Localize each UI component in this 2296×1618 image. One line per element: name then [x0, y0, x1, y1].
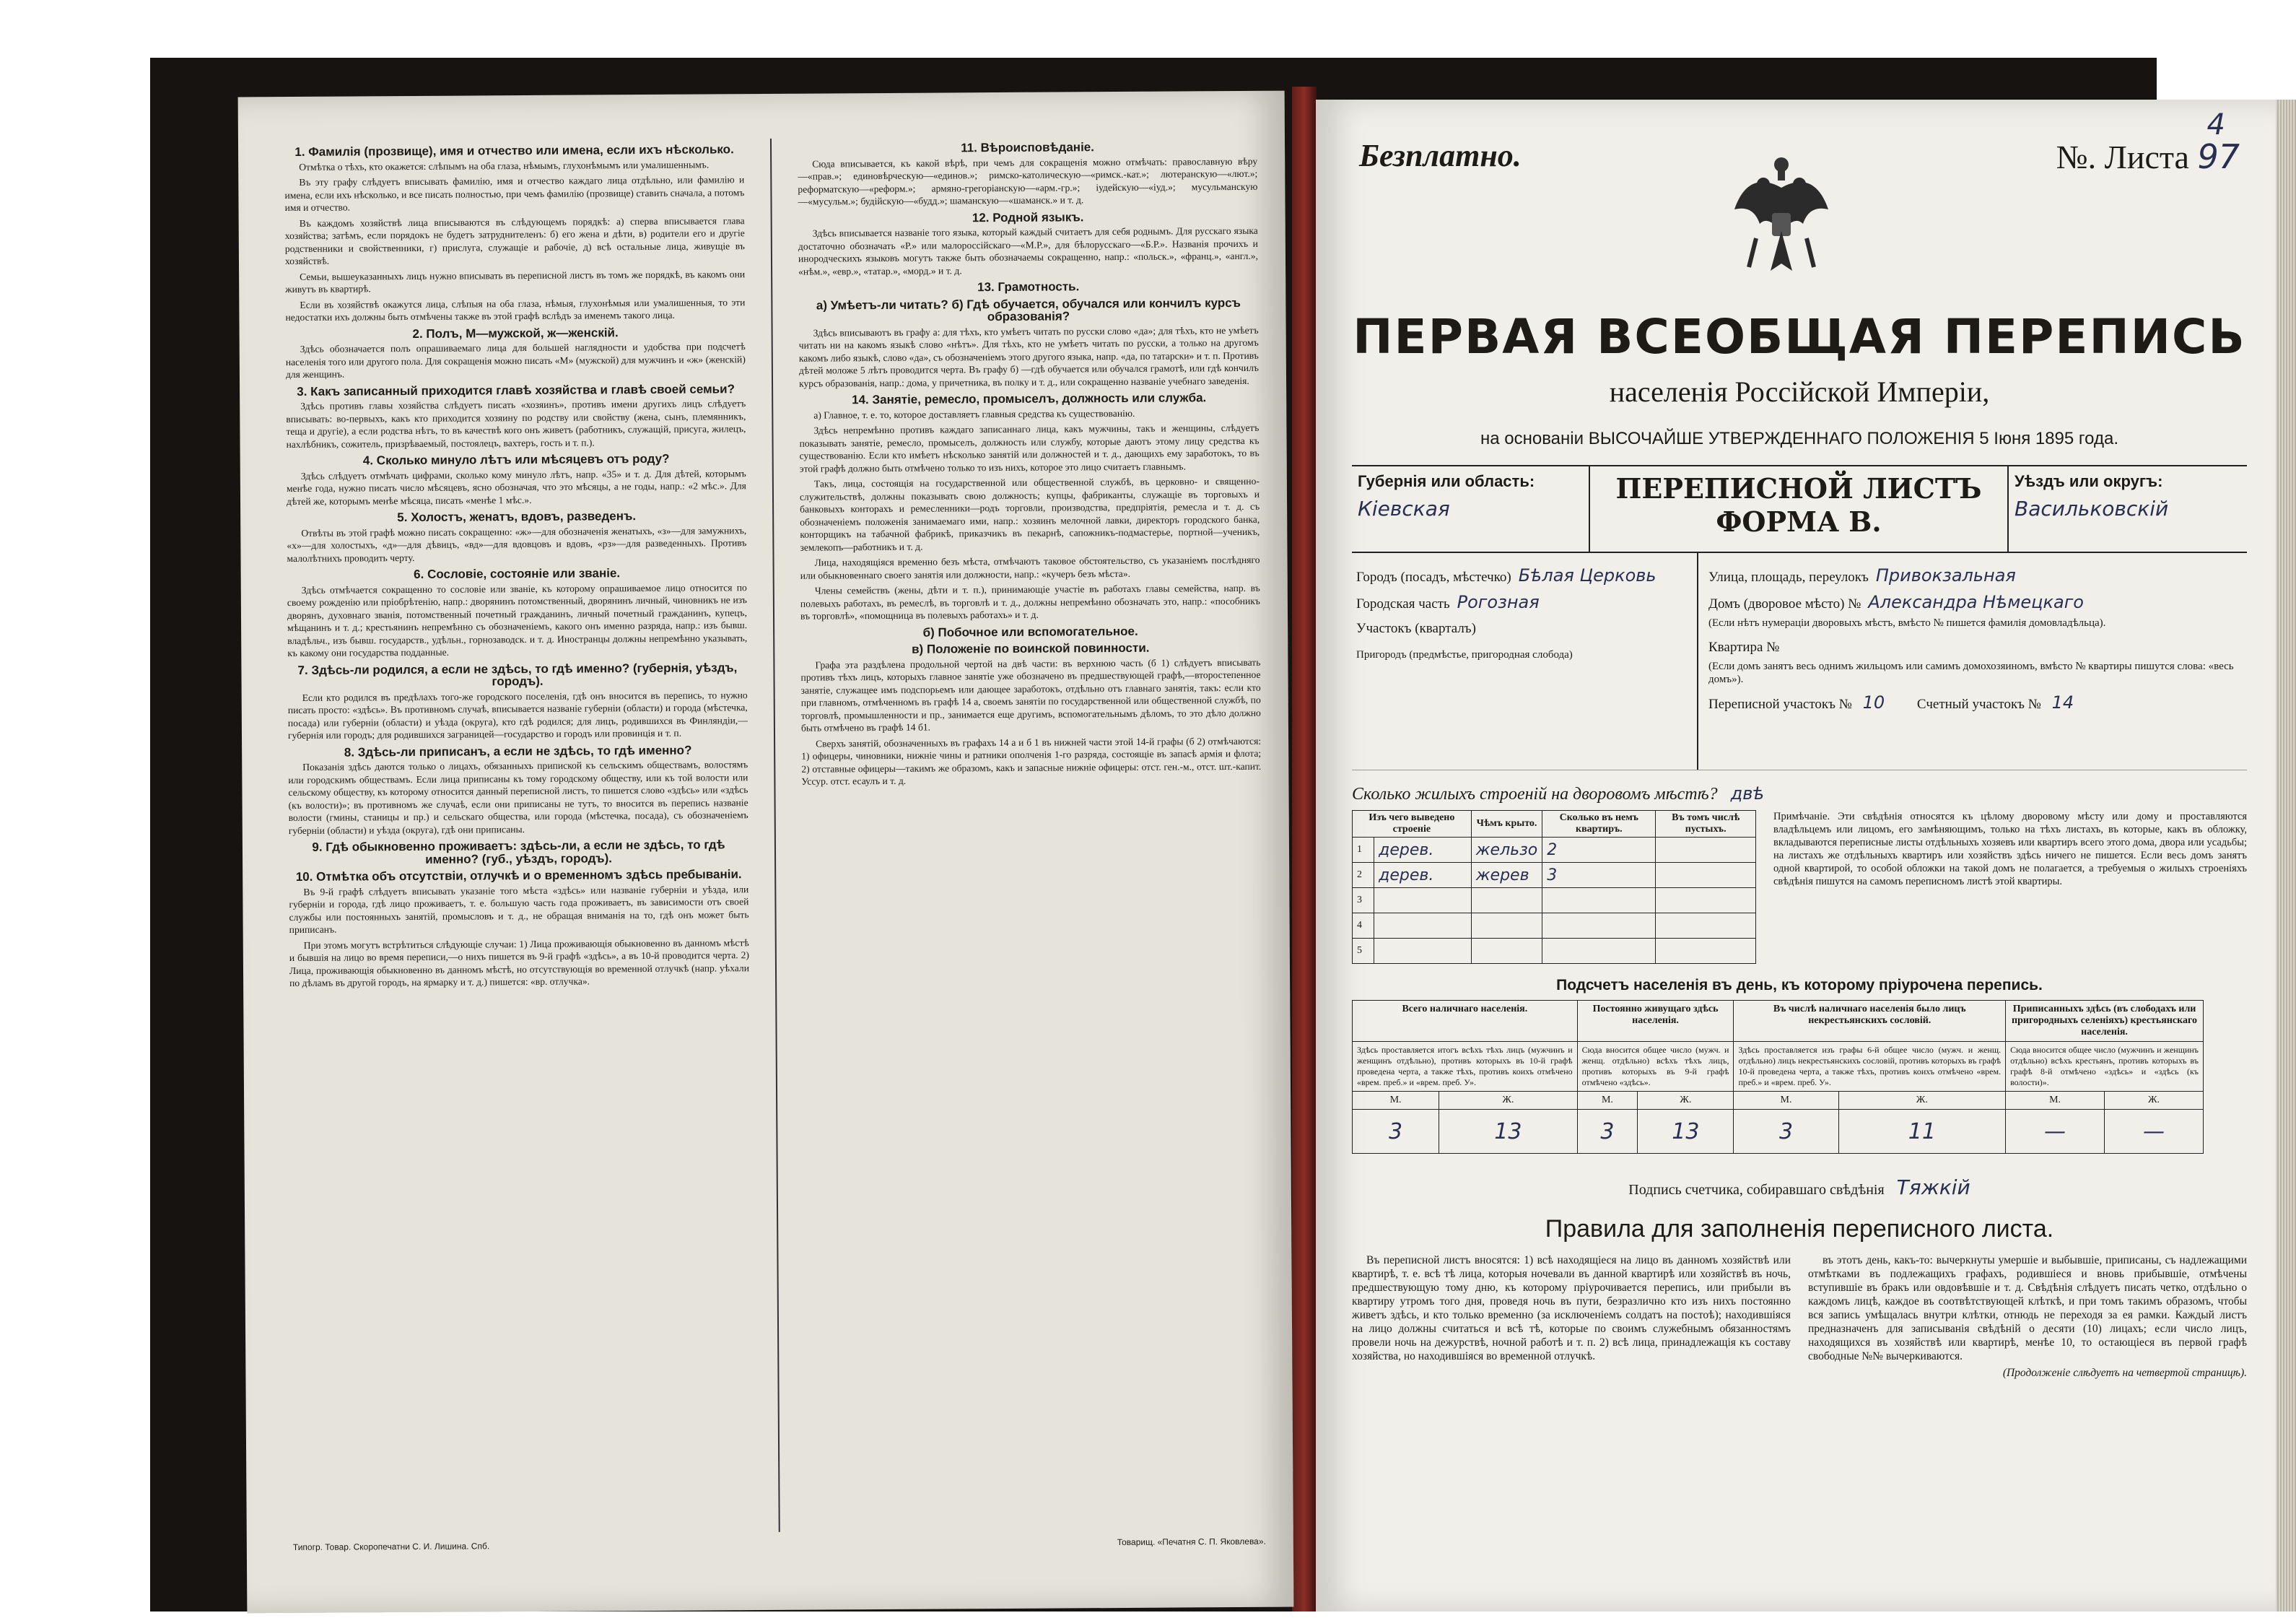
part-row	[1356, 590, 1693, 617]
section-heading: 9. Гдѣ обыкновенно проживаетъ: здѣсь-ли, а если не здѣсь, то гдѣ именно? (губ., уѣздъ, городъ).	[312, 838, 725, 866]
count-value: 11	[1838, 1110, 2006, 1154]
street-value: Привокзальная	[1875, 565, 2016, 586]
section-heading: 13. Грамотность.	[977, 279, 1080, 295]
section-paragraph: Сюда вписывается, къ какой вѣрѣ, при чемъ для сокращенія можно отмѣчать: православную вѣру—«прав.»; единовѣрческую—«единов.»; римско-католическую—«римск.-кат.»; лютеранскую—«лют.»; реформатскую—«реформ.»; армяно-грегоріанскую—«арм.-гр.»; іудейскую—«іуд.»; мусульманскую—«мусульм.»; будійскую—«будд.»; шаманскую—«шаманск.» и т. д.	[798, 155, 1258, 207]
buildings-cell-n: 2	[1353, 863, 1374, 888]
section-heading: 5. Холостъ, женатъ, вдовъ, разведенъ.	[397, 509, 637, 525]
house-value: Александра Нѣмецкаго	[1868, 592, 2084, 612]
rules-paragraph: Въ переписной листъ вносятся: 1) всѣ находящіеся на лицо въ данномъ хозяйствѣ или квартирѣ, т. е. всѣ тѣ лица, которыя ночевали въ данной квартирѣ или хозяйствѣ въ ночь, предшествующую тому дню, къ которому пріурочивается перепись, или прибыли въ квартиру утромъ того дня, проведя ночь въ пути, безразлично кто изъ нихъ постоянно живетъ здѣсь, и кто только временно (за исключеніемъ солдатъ на постоѣ); находившіяся на лицо должны считаться и всѣ тѣ, которые по своимъ служебнымъ обязанностямъ провели ночь на дежурствѣ, ночной работѣ и т. п. 2) всѣ лица, принадлежащія къ составу хозяйства, но находившіяся во временной отлучкѣ.	[1352, 1254, 1791, 1362]
address-block	[1352, 553, 2247, 770]
buildings-table	[1352, 810, 1756, 964]
count-header-non-peasant: Въ числѣ наличнаго населенія было лицъ некрестьянскихъ сословій.	[1734, 1001, 2006, 1042]
male-label: М.	[1734, 1092, 1838, 1110]
count-header-total: Всего наличнаго населенія.	[1353, 1001, 1578, 1042]
sheet-number-handwritten: 97	[2197, 137, 2240, 176]
population-count-title: Подсчетъ населенія въ день, къ которому пріурочена перепись.	[1556, 977, 2043, 993]
instructions-column-2	[798, 136, 1266, 1532]
count-header-permanent: Постоянно живущаго здѣсь населенія.	[1577, 1001, 1734, 1042]
section-paragraph: Въ каждомъ хозяйствѣ лица вписываются въ слѣдующемъ порядкѣ: а) сперва вписывается глава хозяйства; затѣмъ, если порядокъ не будетъ затруднителенъ: б) его жена и дѣти, в) родители его и другіе родственники и свойственники, г) прислуга, служащіе и рабочіе, д) всѣ остальные лица, живущіе въ хозяйствѣ.	[284, 214, 745, 267]
section-heading: б) Побочное или вспомогательное.	[922, 624, 1138, 640]
count-header-row	[1353, 1001, 2204, 1042]
section-paragraph: Отвѣты въ этой графѣ можно писать сокращенно: «ж»—для обозначенія женатыхъ, «з»—для замужнихъ, «х»—для холостыхъ, «д»—для дѣвицъ, «вд»—для вдовцовъ и вдовъ, «рз»—для разведенныхъ. Противъ малолѣтнихъ проводить черту.	[287, 524, 747, 564]
section-heading: а) Умѣетъ-ли читать? б) Гдѣ обучается, обучался или кончилъ курсъ образованія?	[816, 295, 1241, 324]
form-header	[1352, 108, 2247, 224]
buildings-cell-empty	[1656, 838, 1756, 863]
signature-label: Подпись счетчика, собиравшаго свѣдѣнія	[1628, 1182, 1885, 1198]
buildings-cell-n: 4	[1353, 913, 1374, 939]
section-paragraph: Въ эту графу слѣдуетъ вписывать фамилію, имя и отчество каждаго лица отдѣльно, или фамилію и имена, если ихъ нѣсколько, и все писать полностью, при чемъ фамилію (прозвище) ставить сначала, а потомъ имя и отчество.	[284, 174, 745, 214]
buildings-row	[1353, 888, 1756, 913]
buildings-row	[1353, 863, 1756, 888]
buildings-cell-mat	[1374, 939, 1472, 964]
uezd-field	[2009, 466, 2247, 552]
count-value: 13	[1638, 1110, 1734, 1154]
buildings-question-label: Сколько жилыхъ строеній на дворовомъ мѣстѣ?	[1352, 785, 1718, 804]
section-heading: 1. Фамилія (прозвище), имя и отчество или имена, если ихъ нѣсколько.	[294, 142, 734, 159]
buildings-cell-empty	[1656, 913, 1756, 939]
section-paragraph: Здѣсь обозначается полъ опрашиваемаго лица для большей наглядности и удобства при подсчетѣ населенія того или другого пола. Для сокращенія можно писать «М» (мужской) для мужчинъ и «ж» (женскій) для женщинъ.	[285, 341, 746, 380]
uezd-label: Уѣздъ или округъ:	[2015, 472, 2163, 490]
street-row	[1708, 563, 2237, 590]
section-heading: 6. Сословіе, состояніе или званіе.	[414, 566, 621, 581]
street-label: Улица, площадь, переулокъ	[1708, 570, 1869, 585]
section-paragraph: Члены семействъ (жены, дѣти и т. п.), принимающіе участіе въ работахъ главы семейства, напр. въ полевыхъ работахъ, въ ремеслѣ, въ торговлѣ и т. д., должны непремѣнно обозначать это, напр.: «пособникъ въ торговлѣ», «помощница въ полевыхъ работахъ» и т. д.	[800, 582, 1260, 622]
buildings-row	[1353, 939, 1756, 964]
count-note-total: Здѣсь проставляется итогъ всѣхъ тѣхъ лицъ (мужчинъ и женщинъ отдѣльно), противъ которыхъ въ 10-й графѣ проведена черта, а также тѣхъ, противъ коихъ отмѣчено «врем. преб.» и «врем. преб. У».	[1353, 1042, 1578, 1092]
section-paragraph: Здѣсь вписывается названіе того языка, который каждый считаетъ для себя роднымъ. Для русскаго языка достаточно обозначать «Р.» или малороссійскаго—«М.Р.», для бѣлорусскаго—«Б.Р.». Названія прочихъ и инородческихъ языковъ могутъ также быть обозначаемы сокращенно, напр.: «польск.», «франц.», «англ.», «нѣм.», «евр.», «татар.», «морд.» и т. д.	[798, 225, 1259, 277]
rules-continued-note: (Продолженіе слѣдуетъ на четвертой страницѣ).	[2002, 1367, 2247, 1379]
buildings-cell-roof	[1471, 939, 1542, 964]
section-paragraph: а) Главное, т. е. то, которое доставляетъ главныя средства къ существованію.	[813, 407, 1135, 421]
part-label: Городская часть	[1356, 596, 1450, 612]
apartment-note: (Если домъ занятъ весь однимъ жильцомъ или самимъ домохозяиномъ, вмѣсто № квартиры пишутся слова: «весь домъ»).	[1708, 661, 2234, 685]
section-heading: в) Положеніе по воинской повинности.	[912, 640, 1150, 656]
count-value: 3	[1353, 1110, 1439, 1154]
apartment-label: Квартира №	[1708, 640, 1780, 655]
section-paragraph: Здѣсь противъ главы хозяйства слѣдуетъ писать «хозяинъ», противъ имени другихъ лицъ слѣдуетъ вписывать: во-первыхъ, какъ кто приходится хозяину по родству или свойству (жена, сынъ, племянникъ, теща и другіе), а если родства нѣтъ, то въ качествѣ кого онъ живетъ (работникъ, служащій, присуга, жилецъ, нахлѣбникъ, сожитель, призрѣваемый, постоялецъ, вахтеръ, гость и т. п.).	[286, 398, 746, 450]
section-paragraph: Показанія здѣсь даются только о лицахъ, обязанныхъ припиской къ сельскимъ обществамъ, волостямъ или городскимъ обществамъ. Если лица приписаны къ тому городскому обществу, или къ той волости или сельскому обществу, къ которому относится данный переписной листъ, то пишется слово «здѣсь» или «здѣсь (къ волости)»; въ противномъ же случаѣ, если они приписаны не тутъ, то вносится въ перепись названіе волости (гмины, станицы и пр.) и сельскаго общества, или города (мѣстечка, посада), съ обозначеніемъ губерніи (области) и уѣзда (округа), гдѣ они приписаны.	[288, 759, 748, 836]
house-label: Домъ (дворовое мѣсто) №	[1708, 596, 1861, 612]
corner-handwritten-number: 4	[2206, 108, 2225, 142]
city-value: Бѣлая Церковь	[1518, 565, 1656, 586]
buildings-header-apartments: Сколько въ немъ квартиръ.	[1542, 811, 1656, 838]
section-paragraph: Сверхъ занятій, обозначенныхъ въ графахъ 14 а и б 1 въ нижней части этой 14-й графы (б 2) отмѣчаются: 1) офицеры, чиновники, нижніе чины и ратники ополченія 1-го разряда, состоящіе въ запасѣ армія и флота; 2) отставные офицеры—такимъ же образомъ, какъ и запасные нижніе офицеры: отст. ген.-м., отст. шт.-капит. Уссур. отст. есаулъ и т. д.	[801, 735, 1262, 787]
section-paragraph: Въ 9-й графѣ слѣдуетъ вписывать указаніе того мѣста «здѣсь» или названіе губерніи и уѣзда, или губерніи и города, гдѣ лицо проживаетъ, т. е. большую часть года проживаетъ, въ зависимости отъ своей службы или постоянныхъ занятій, промысловъ и т. д., не обращая вниманія на то, гдѣ онъ может быть приписанъ.	[289, 883, 749, 936]
section-heading: 8. Здѣсь-ли приписанъ, а если не здѣсь, то гдѣ именно?	[344, 743, 692, 760]
count-note-permanent: Сюда вносится общее число (мужч. и женщ. отдѣльно) всѣхъ тѣхъ лицъ, противъ которыхъ въ 9-й графѣ отмѣчено «здѣсь».	[1577, 1042, 1734, 1092]
female-label: Ж.	[2105, 1092, 2204, 1110]
buildings-row	[1353, 913, 1756, 939]
buildings-header-roof: Чѣмъ крыто.	[1471, 811, 1542, 838]
buildings-cell-roof: жерев	[1471, 863, 1542, 888]
rules-column-2	[1808, 1253, 2247, 1383]
buildings-cell-roof	[1471, 913, 1542, 939]
male-label: М.	[1577, 1092, 1638, 1110]
census-subtitle: населенія Россійской Имперіи,	[1609, 375, 1990, 408]
form-title-line-2: ФОРМА В.	[1716, 505, 1882, 538]
house-note: (Если нѣтъ нумераціи дворовыхъ мѣстъ, вмѣсто № пишется фамилія домовладѣльца).	[1708, 617, 2106, 629]
uezd-value: Васильковскій	[2015, 497, 2169, 521]
double-headed-eagle-icon	[1727, 144, 1836, 289]
buildings-cell-apts	[1542, 913, 1656, 939]
section-paragraph: Отмѣтка о тѣхъ, кто окажется: слѣпымъ на оба глаза, нѣмымъ, глухонѣмымъ или умалишеннымъ.	[299, 158, 710, 173]
section-paragraph: Лица, находящіяся временно безъ мѣста, отмѣчаютъ таковое обстоятельство, съ указаніемъ послѣдняго или обыкновеннаго своего занятія или должности, напр.: «кучеръ безъ мѣста».	[800, 554, 1260, 581]
buildings-question	[1352, 783, 2247, 804]
gubernia-label: Губернія или область:	[1358, 472, 1535, 490]
section-heading: 4. Сколько минуло лѣтъ или мѣсяцевъ отъ роду?	[362, 451, 670, 468]
uchastok-label: Участокъ (кварталъ)	[1356, 621, 1476, 636]
section-paragraph: Здѣсь вписываютъ въ графу а: для тѣхъ, кто умѣетъ читать по русски слово «да»; для тѣхъ, кто не умѣетъ читать ни на какомъ языкѣ слово «нѣтъ». Для тѣхъ, кто не умѣетъ читать по русски, а только на другомъ какомъ либо языкѣ, слово «да», съ обозначеніемъ этого другого языка, напр. «да, по татарски» и т. п. Противъ дѣтей моложе 5 лѣтъ проводится черта. Въ графу б) —гдѣ обучается или обучался грамотѣ, или гдѣ кончилъ курсъ образованія, напр.: дома, у причетника, въ полку и т. д., или сокращенно названіе учебнаго заведенія.	[798, 324, 1259, 389]
count-value: 3	[1734, 1110, 1838, 1154]
book-spine	[1292, 87, 1317, 1612]
sheet-number-label: №. Листа	[2056, 139, 2189, 175]
buildings-cell-apts	[1542, 888, 1656, 913]
female-label: Ж.	[1439, 1092, 1578, 1110]
female-label: Ж.	[1838, 1092, 2006, 1110]
buildings-cell-mat: дерев.	[1374, 863, 1472, 888]
buildings-cell-mat	[1374, 888, 1472, 913]
buildings-header-empty: Въ томъ числѣ пустыхъ.	[1656, 811, 1756, 838]
rules-text	[1352, 1253, 2247, 1383]
section-heading: 14. Занятіе, ремесло, промыселъ, должность или служба.	[852, 391, 1207, 407]
section-heading: 10. Отмѣтка объ отсутствіи, отлучкѣ и о временномъ здѣсь пребываніи.	[295, 867, 742, 884]
book-spread	[150, 58, 2247, 1612]
page-edges	[2276, 100, 2296, 1612]
printer-imprint-right: Товарищ. «Печатня С. П. Яковлева».	[1117, 1536, 1266, 1548]
section-paragraph: Здѣсь непремѣнно противъ каждаго записаннаго лица, какъ мужчины, такъ и женщины, слѣдуетъ показывать занятіе, ремесло, промыселъ, должность или службу, которые даютъ этому лицу средства къ существованію. Если кто имѣетъ нѣсколько занятій или должностей и т. д., дающихъ ему заработокъ, то въ этой графѣ должно быть отмѣчено только то изъ нихъ, которое это лицо считаетъ главнымъ.	[799, 422, 1260, 474]
house-row	[1708, 590, 2237, 617]
left-page	[238, 91, 1294, 1614]
census-title: ПЕРВАЯ ВСЕОБЩАЯ ПЕРЕПИСЬ	[1353, 309, 2246, 365]
buildings-cell-apts	[1542, 939, 1656, 964]
buildings-header-row	[1353, 811, 1756, 838]
address-right	[1698, 553, 2247, 770]
census-district-value: 10	[1862, 692, 1885, 713]
buildings-note: Примѣчаніе. Эти свѣдѣнія относятся къ цѣлому дворовому мѣсту или дому и проставляются владѣльцемъ или лицомъ, его замѣняющимъ, только на тѣхъ листахъ, въ которые, какъ въ обложку, вкладываются переписные листы отдѣльныхъ хозяевъ или квартиръ всего этого дома, двора или усадьбы; на листахъ же отдѣльныхъ квартиръ или хозяйствъ здѣсь ничего не пишется. Если весь домъ занятъ одной квартирой, то особой обложки на такой домъ не полагается, а требуемыя о жилыхъ строеніяхъ свѣдѣнія пишутся на самомъ переписномъ листѣ этой квартиры.	[1773, 811, 2247, 887]
count-value: —	[2006, 1110, 2105, 1154]
buildings-section	[1352, 810, 2247, 964]
count-values-row	[1353, 1110, 2204, 1154]
buildings-cell-mat	[1374, 913, 1472, 939]
column-divider	[770, 139, 780, 1532]
count-district-label: Счетный участокъ №	[1916, 697, 2041, 712]
sheet-number	[2056, 137, 2240, 176]
population-count-table	[1352, 1000, 2204, 1154]
buildings-cell-empty	[1656, 863, 1756, 888]
section-heading: 3. Какъ записанный приходится главѣ хозяйства и главѣ своей семьи?	[297, 381, 735, 399]
count-value: 13	[1439, 1110, 1578, 1154]
enumerator-signature-row	[1352, 1175, 2247, 1199]
census-form-page	[1316, 100, 2276, 1612]
count-mf-row	[1353, 1092, 2204, 1110]
prigorod-label: Пригородъ (предмѣстье, пригородная слобода)	[1356, 649, 1573, 661]
section-heading: 12. Родной языкъ.	[972, 209, 1084, 225]
region-row	[1352, 466, 2247, 553]
city-label: Городъ (посадъ, мѣстечко)	[1356, 570, 1511, 585]
gubernia-field	[1352, 466, 1590, 552]
legal-basis: на основаніи ВЫСОЧАЙШЕ УТВЕРЖДЕННАГО ПОЛОЖЕНІЯ 5 Іюня 1895 года.	[1480, 429, 2118, 448]
count-note-peasant: Сюда вносится общее число (мужчинъ и женщинъ отдѣльно) всѣхъ крестьянъ, противъ которыхъ въ графѣ 8-й отмѣчено «здѣсь» и «здѣсь (къ волости)».	[2006, 1042, 2204, 1092]
buildings-cell-roof	[1471, 888, 1542, 913]
form-title	[1590, 466, 2009, 552]
buildings-header-material: Изъ чего выведено строеніе	[1353, 811, 1472, 838]
section-paragraph: Если кто родился въ предѣлахъ того-же городского поселенія, гдѣ онъ вносится въ перепись, то нужно писать просто: «здѣсь». Въ противномъ случаѣ, вписывается названіе губерніи (области) и города (мѣстечка, посада) или губерніи (области) и уѣзда (округа), кто гдѣ родился; для лицъ, родившихся въ Финляндіи,—губернія или городъ; для родившихся заграницей—государство и городъ или провинція и т. п.	[287, 689, 748, 741]
printer-imprint-left: Типогр. Товар. Скоропечатни С. И. Лишина. Спб.	[292, 1541, 490, 1553]
count-value: —	[2105, 1110, 2204, 1154]
male-label: М.	[1353, 1092, 1439, 1110]
address-left	[1352, 553, 1698, 770]
section-heading: 7. Здѣсь-ли родился, а если не здѣсь, то гдѣ именно? (губернія, уѣздъ, городъ).	[297, 660, 738, 689]
rules-column-1	[1352, 1253, 1791, 1383]
gubernia-value: Кіевская	[1358, 497, 1450, 521]
section-heading: 11. Вѣроисповѣданіе.	[961, 140, 1094, 155]
buildings-cell-mat: дерев.	[1374, 838, 1472, 863]
free-of-charge-label: Безплатно.	[1359, 138, 1522, 173]
city-row	[1356, 563, 1693, 590]
buildings-row	[1353, 838, 1756, 863]
buildings-answer: двѣ	[1730, 783, 1765, 804]
section-paragraph: Графа эта раздѣлена продольной чертой на двѣ части: въ верхнюю часть (б 1) слѣдуетъ вписывать противъ тѣхъ лицъ, которыхъ главное занятіе уже обозначено въ предшествующей графѣ,—второстепенное занятіе, служащее имъ подспорьемъ или дающее заработокъ, отдѣльно отъ главнаго занятія, такъ: если кто при главномъ, отмѣченномъ въ графѣ 14 а, своемъ занятіи по государственной или общественной службѣ, по торговлѣ, промышленности и пр., занимается еще другимъ, вспомогательнымъ дѣломъ, то это дѣло должно быть отмѣчено въ графѣ 14 б1.	[800, 656, 1261, 734]
buildings-cell-n: 1	[1353, 838, 1374, 863]
section-paragraph: Семьи, вышеуказанныхъ лицъ нужно вписывать въ переписной листъ въ томъ же порядкѣ, въ какомъ они живутъ въ квартирѣ.	[285, 268, 746, 295]
rules-paragraph: въ этотъ день, какъ-то: вычеркнуты умершіе и выбывшіе, приписаны, съ надлежащими отмѣтками въ подлежащихъ графахъ, родившіеся и вновь прибывшіе, отмѣчены вступившіе въ бракъ или овдовѣвшіе и т. д. Свѣдѣнія слѣдуетъ писать четко, отдѣльно о каждомъ лицѣ, каждое въ соотвѣтствующей клѣткѣ, и при томъ такимъ образомъ, чтобы вся запись умѣщалась внутри клѣтки, отнюдь не переходя за ея рамки. Каждый листъ предназначенъ для записыванія свѣдѣній о десяти (10) лицахъ; если число лицъ, находящихся въ хозяйствѣ или квартирѣ, менѣе 10, то остающіеся въ первой графѣ свободные №№ вычеркиваются.	[1808, 1254, 2247, 1362]
buildings-cell-apts: 3	[1542, 863, 1656, 888]
buildings-cell-empty	[1656, 888, 1756, 913]
buildings-cell-n: 5	[1353, 939, 1374, 964]
part-value: Рогозная	[1457, 592, 1540, 612]
section-paragraph: При этомъ могутъ встрѣтиться слѣдующіе случаи: 1) Лица проживающія обыкновенно въ данномъ мѣстѣ и бывшія на лицо во время переписи,—о нихъ пишется въ 9-й графѣ «здѣсь», а въ 10-й проводится черта. 2) Лица, проживающія обыкновенно въ данномъ мѣстѣ, но отсутствующія во временной отлучкѣ (напр. уѣхали по дѣламъ въ другой городъ, на ярмарку и т. д.) пишется: «вр. отлучка».	[289, 936, 750, 989]
buildings-cell-n: 3	[1353, 888, 1374, 913]
section-paragraph: Здѣсь слѣдуетъ отмѣчать цифрами, сколько кому минуло лѣтъ, напр. «35» и т. д. Для дѣтей, которымъ менѣе года, нужно писать число мѣсяцевъ, ясно обозначая, что это мѣсяцы, а не годы, напр.: «2 мѣс.». Для дѣтей же, которымъ менѣе мѣсяца, писать «менѣе 1 мѣс.».	[286, 467, 746, 507]
census-district-row	[1708, 690, 2237, 717]
signature-value: Тяжкій	[1896, 1175, 1970, 1199]
count-value: 3	[1577, 1110, 1638, 1154]
form-title-line-1: ПЕРЕПИСНОЙ ЛИСТЪ	[1615, 472, 1982, 505]
section-paragraph: Здѣсь отмѣчается сокращенно то сословіе или званіе, къ которому опрашиваемое лицо относится по своему рожденію или пріобрѣтенію, напр.: дворянинъ потомственный, дворянинъ личный, чиновникъ не изъ дворянъ, духовнаго званія, потомственный почетный гражданинъ, личный почетный гражданинъ, купецъ, мѣщанинъ и т. д.; крестьянинъ непремѣнно съ обозначеніемъ, какого онъ именно разряда, напр.: изъ бывш. владѣльч., изъ бывш. государств., удѣльн., горнозаводск. и т. д. Иностранцы должны непремѣнно указывать, къ какому они государства подданные.	[287, 581, 748, 659]
instructions-column-1	[284, 139, 753, 1535]
section-paragraph: Если въ хозяйствѣ окажутся лица, слѣпыя на оба глаза, нѣмыя, глухонѣмыя или умалишенныя, то эти недостатки ихъ должны быть отмѣчены также въ этой графѣ вслѣдъ за именемъ такого лица.	[285, 296, 746, 323]
count-header-peasant: Приписанныхъ здѣсь (въ слободахъ или пригородныхъ селеніяхъ) крестьянскаго населенія.	[2006, 1001, 2204, 1042]
count-district-value: 14	[2051, 692, 2074, 713]
buildings-cell-roof: жельзо	[1471, 838, 1542, 863]
section-paragraph: Такъ, лица, состоящія на государственной или общественной службѣ, въ церковно- и священно-служительствѣ, должны показывать свою должность; купцы, фабриканты, служащіе въ торговыхъ и банковыхъ конторахъ и ремесленники—родъ торговли, производства, предпріятія, ремесла и т. д. съ обозначеніемъ положенія занимаемаго ими, напр.: хозяинъ мелочной лавки, директоръ городского банка, конторщикъ на табачной фабрикѣ, приказчикъ въ пекарнѣ, сапожникъ-подмастерье, портной—ученикъ, землекопъ—работникъ и т. д.	[799, 475, 1260, 553]
census-district-label: Переписной участокъ №	[1708, 697, 1852, 712]
buildings-cell-apts: 2	[1542, 838, 1656, 863]
rules-title: Правила для заполненія переписного листа.	[1545, 1215, 2054, 1243]
left-page-footer	[293, 1536, 1266, 1552]
section-heading: 2. Полъ, М—мужской, ж—женскій.	[412, 325, 619, 341]
buildings-cell-empty	[1656, 939, 1756, 964]
female-label: Ж.	[1638, 1092, 1734, 1110]
count-notes-row	[1353, 1042, 2204, 1092]
male-label: М.	[2006, 1092, 2105, 1110]
count-note-non-peasant: Здѣсь проставляется изъ графы 6-й общее число (мужч. и женщ. отдѣльно) лицъ некрестьянскихъ сословій, противъ которыхъ въ графѣ 10-й проведена черта, а также тѣхъ, противъ коихъ отмѣчено «врем. преб.» и «врем. преб. У».	[1734, 1042, 2006, 1092]
